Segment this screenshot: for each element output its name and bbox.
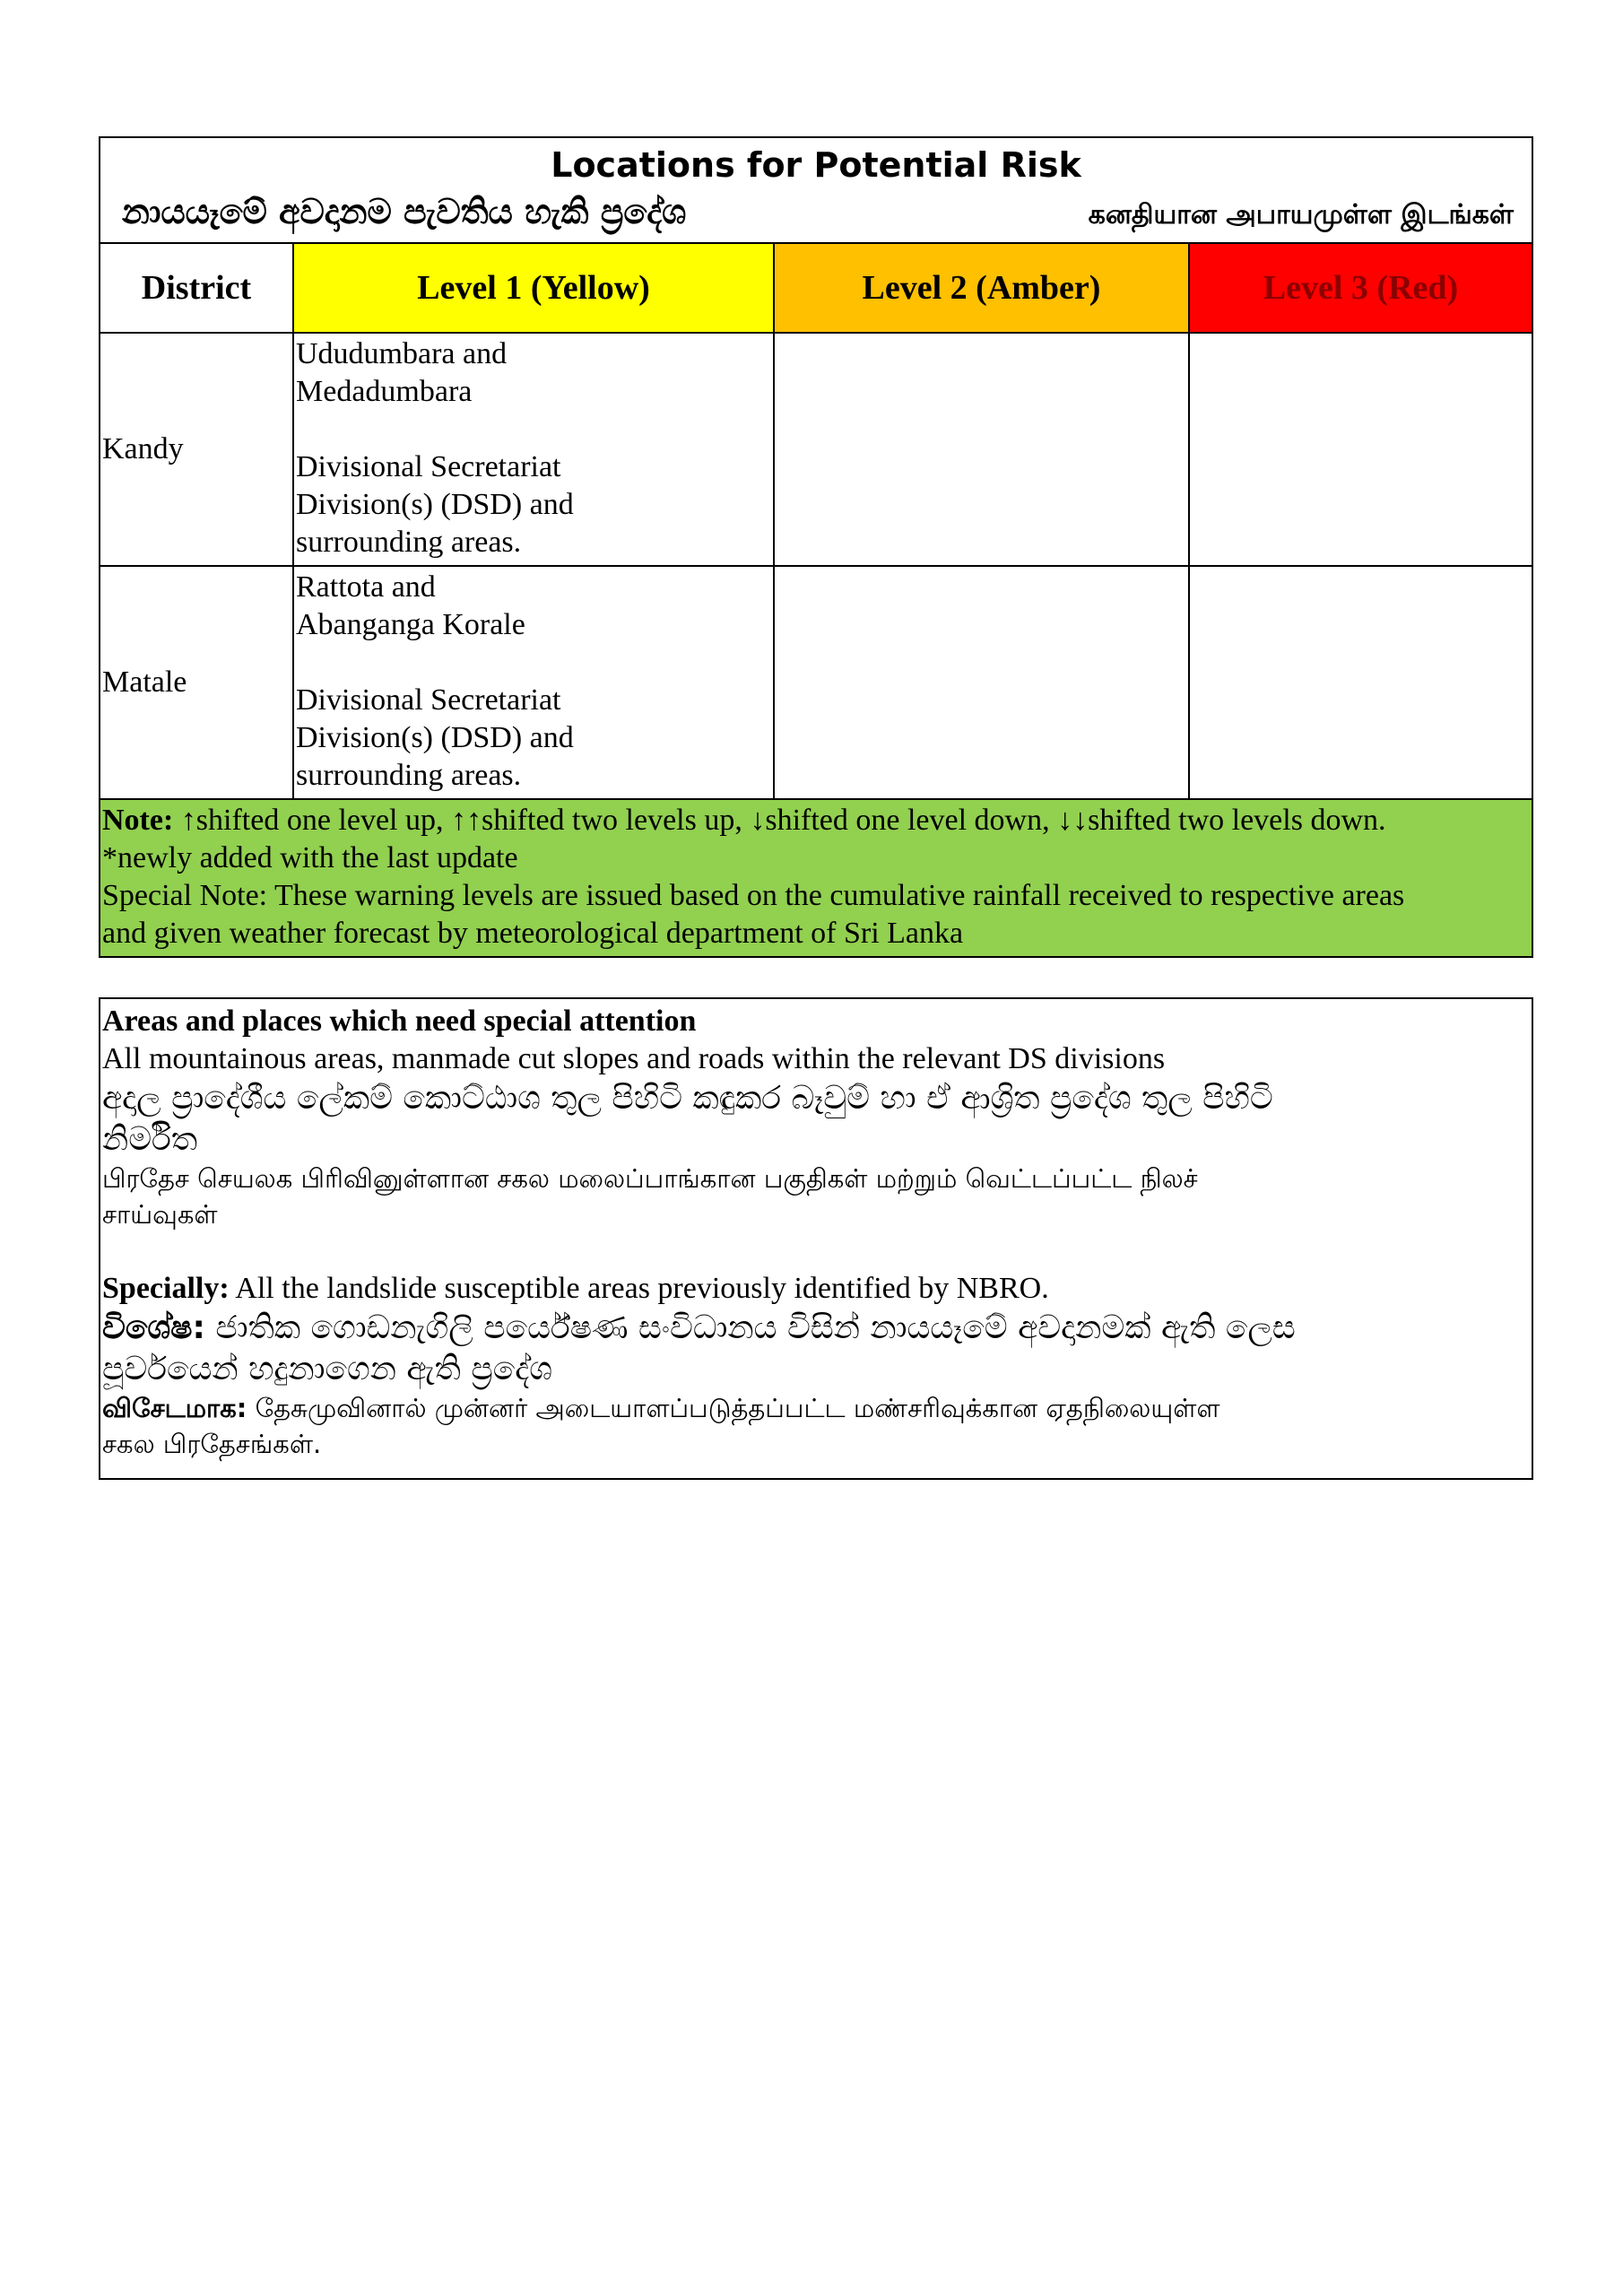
- table-header-row: [100, 244, 1532, 334]
- specially-tamil: [102, 1390, 1530, 1426]
- note-label: Note:: [102, 804, 174, 837]
- column-header-level1: Level 1 (Yellow): [294, 244, 775, 332]
- level1-text: Abanganga Korale: [296, 608, 525, 641]
- column-header-level3: Level 3 (Red): [1190, 244, 1532, 332]
- level2-cell: [775, 567, 1190, 798]
- note-line: Special Note: These warning levels are issued based on the cumulative rainfall received to respective areas: [102, 879, 1405, 912]
- column-header-level2: Level 2 (Amber): [775, 244, 1190, 332]
- attention-english: All mountainous areas, manmade cut slopes and roads within the relevant DS divisions: [102, 1042, 1166, 1075]
- risk-locations-table: [99, 136, 1533, 958]
- specially-text: All the landslide susceptible areas previously identified by NBRO.: [229, 1272, 1049, 1305]
- district-cell: Kandy: [100, 334, 294, 565]
- special-attention-heading: Areas and places which need special attention: [102, 1004, 697, 1038]
- column-header-district: District: [100, 244, 294, 332]
- attention-tamil: சாய்வுகள்: [102, 1199, 218, 1230]
- note-text: ↑shifted one level up, ↑↑shifted two levels up, ↓shifted one level down, ↓↓shifted two levels down.: [173, 804, 1386, 837]
- title-english: Locations for Potential Risk: [551, 145, 1081, 185]
- level1-text: Division(s) (DSD) and: [296, 488, 574, 521]
- note-line: [102, 802, 1530, 839]
- table-row: [100, 334, 1532, 567]
- district-cell: Matale: [100, 567, 294, 798]
- note-block: [100, 800, 1532, 956]
- specially-tamil-label: விசேடமாக:: [102, 1393, 247, 1423]
- note-line: and given weather forecast by meteorological department of Sri Lanka: [102, 917, 964, 950]
- level1-text: Divisional Secretariat: [296, 450, 561, 483]
- title-block: [100, 138, 1532, 244]
- specially-tamil-text: தேசுமுவினால் முன்னர் அடையாளப்படுத்தப்பட்ட மண்சரிவுக்கான ஏதநிலையுள்ள: [247, 1393, 1220, 1423]
- level1-text: Ududumbara and: [296, 337, 508, 370]
- level1-text: Division(s) (DSD) and: [296, 721, 574, 754]
- level2-cell: [775, 334, 1190, 565]
- specially-sinhala-line2: පූර්වයෙන් හදුනාගෙන ඇති ප්‍රදේශ: [102, 1351, 552, 1387]
- title-sinhala: නායයෑමේ අවදානම පැවතිය හැකි ප්‍රදේශ: [122, 192, 687, 231]
- table-row: [100, 567, 1532, 800]
- level1-text: Medadumbara: [296, 375, 473, 408]
- specially-sinhala: [102, 1308, 1530, 1349]
- specially-label: Specially:: [102, 1272, 230, 1305]
- specially-sinhala-text: ජාතික ගොඩනැගිලි පර්යේෂණ සංවිධානය විසින් නායයෑමේ අවදානමක් ඇති ලෙස: [204, 1309, 1296, 1346]
- attention-sinhala: අදාල ප්‍රාදේශීය ලේකම් කොට්ඨාශ තුල පිහිටි කඳුකර බෑවුම් හා ඒ ආශ්‍රිත ප්‍රදේශ තුල පිහිටි: [102, 1080, 1273, 1117]
- specially-english: [102, 1270, 1530, 1308]
- attention-sinhala: නිර්මිත: [102, 1121, 198, 1158]
- special-attention-box: [99, 997, 1533, 1480]
- level1-text: surrounding areas.: [296, 526, 522, 559]
- level1-cell: [294, 334, 775, 565]
- attention-tamil: பிரதேச செயலக பிரிவினுள்ளான சகல மலைப்பாங்கான பகுதிகள் மற்றும் வெட்டப்பட்ட நிலச்: [102, 1163, 1198, 1194]
- specially-sinhala-label: විශේෂ:: [102, 1309, 205, 1346]
- level1-text: Rattota and: [296, 570, 436, 604]
- level1-cell: [294, 567, 775, 798]
- level1-text: Divisional Secretariat: [296, 683, 561, 717]
- level1-text: surrounding areas.: [296, 759, 522, 792]
- level3-cell: [1190, 334, 1532, 565]
- title-tamil: கனதியான அபாயமுள்ள இடங்கள்: [1088, 199, 1514, 230]
- note-line: *newly added with the last update: [102, 841, 518, 874]
- level3-cell: [1190, 567, 1532, 798]
- specially-tamil-line2: சகல பிரதேசங்கள்.: [102, 1429, 322, 1459]
